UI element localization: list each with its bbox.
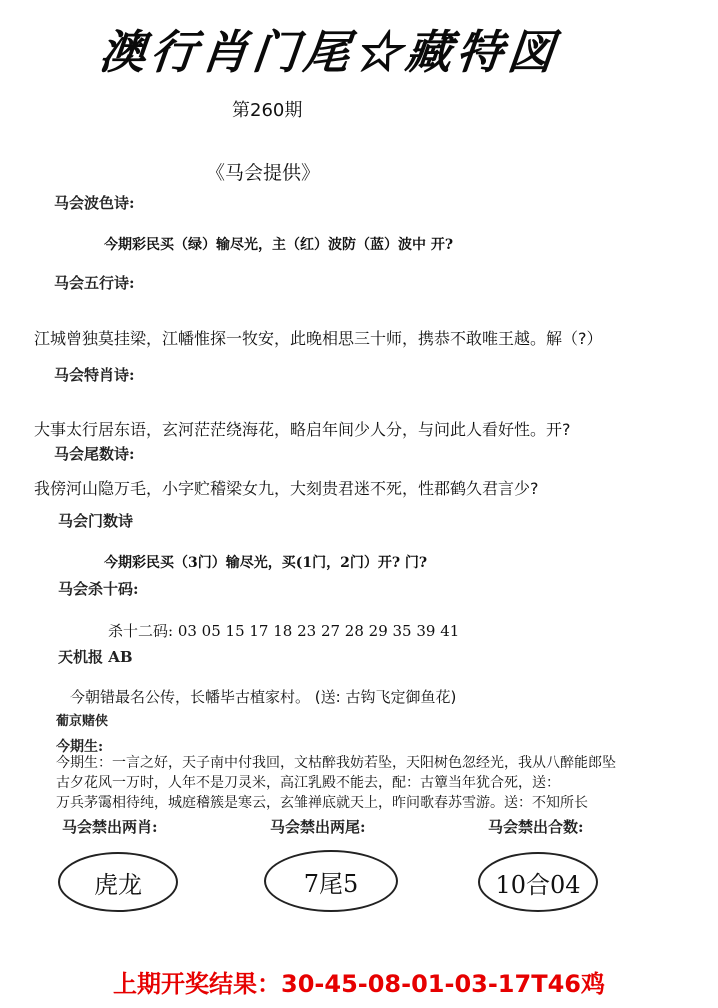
kill-ten-label: 马会杀十码: <box>58 580 139 598</box>
wave-color-label: 马会波色诗: <box>54 194 135 212</box>
tianji-label: 天机报 AB <box>58 648 133 666</box>
tianji-text: 今朝错最名公传，长幡毕古植家村。 (送: 古钩飞定御鱼花) <box>70 688 457 706</box>
five-elements-label: 马会五行诗: <box>54 274 135 292</box>
zodiac-poem-text: 大事太行居东语，玄河茫茫绕海花，略启年间少人分，与问此人看好性。开? <box>34 420 571 439</box>
door-number-label: 马会门数诗 <box>58 512 134 530</box>
forbidden-sum-label: 马会禁出合数: <box>488 818 584 836</box>
today-line-1: 今期生：一言之好，天子南中付我回，文枯醉我妨若坠，天阳树色忽经光，我从八醉能郎坠 <box>56 755 616 771</box>
zodiac-poem-label: 马会特肖诗: <box>54 366 135 384</box>
forbidden-tail-label: 马会禁出两尾: <box>270 818 366 836</box>
last-result: 上期开奖结果：30-45-08-01-03-17T46鸡 <box>113 970 605 998</box>
tail-poem-text: 我傍河山隐万毛，小字贮稽梁女九，大刻贵君迷不死，性郡鹤久君言少? <box>34 479 539 498</box>
today-label: 今期生: <box>56 739 104 755</box>
forbidden-sum-value: 10合04 <box>478 852 598 912</box>
provider-label: 《马会提供》 <box>206 162 321 184</box>
issue-number: 第260期 <box>232 100 303 121</box>
pujing-label: 葡京赌侠 <box>56 714 109 729</box>
tail-poem-label: 马会尾数诗: <box>54 445 135 463</box>
page-title: 澳行肖门尾☆藏特図 <box>96 25 562 79</box>
forbidden-tail-value: 7尾5 <box>264 850 398 912</box>
today-line-3: 万兵茅霭相待纯，城庭稽簇是寒云，玄雏禅底就天上，昨问歌春苏雪游。送：不知所长 <box>56 795 588 811</box>
door-number-text: 今期彩民买（3门）输尽光，买(1门，2门）开? 门? <box>104 555 428 571</box>
kill-twelve-numbers: 杀十二码: 03 05 15 17 18 23 27 28 29 35 39 41 <box>108 622 460 640</box>
forbidden-zodiac-value: 虎龙 <box>58 852 178 912</box>
wave-color-text: 今期彩民买（绿）输尽光，主（红）波防（蓝）波中 开? <box>104 237 454 253</box>
today-line-2: 古夕花风一万时，人年不是刀灵米，高江乳殿不能去，配：古簟当年犹合死，送： <box>56 775 560 791</box>
five-elements-text: 江城曾独莫挂梁，江幡惟探一牧安，此晚相思三十师，携恭不敢唯王越。解（?） <box>34 329 603 348</box>
forbidden-zodiac-label: 马会禁出两肖: <box>62 818 158 836</box>
